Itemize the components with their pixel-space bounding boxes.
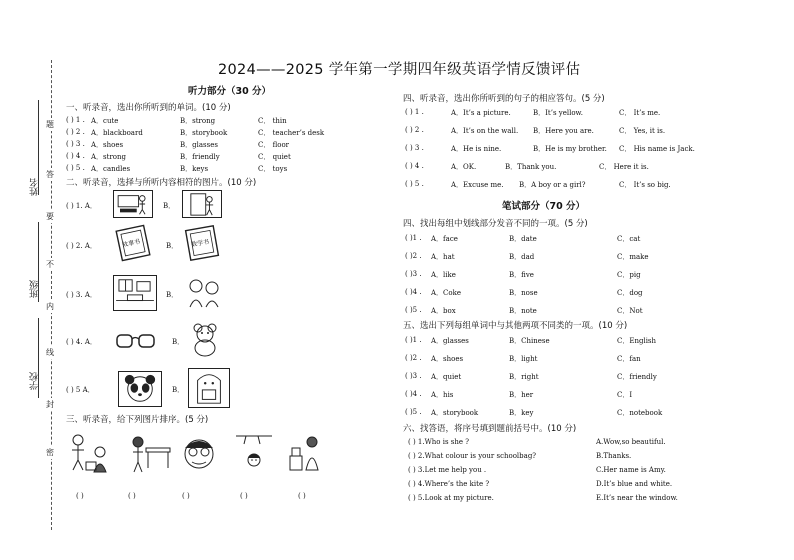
picture-teddy-bear[interactable] (186, 322, 224, 358)
option-a: A．his (431, 391, 454, 399)
answer-blank[interactable]: ( ) 3 . (66, 140, 85, 148)
q2-option-b: B． (163, 202, 176, 210)
option-c: C． thin (258, 117, 287, 125)
option-a: A．Coke (431, 289, 462, 297)
question-4-listening-heading: 四、听录音，选出你所听到的句子的相应答句。(5 分) (403, 94, 605, 104)
option-b: B．friendly (180, 153, 220, 161)
option-b: B．keys (180, 165, 209, 173)
option-a: A．storybook (431, 409, 479, 417)
seal-char: 线 (46, 348, 54, 357)
option-b: B．key (509, 409, 534, 417)
picture-storybook[interactable] (113, 224, 153, 262)
class-field-line[interactable] (38, 222, 39, 302)
option-a: A．like (431, 271, 456, 279)
answer-blank[interactable]: ( )1 . (405, 336, 422, 344)
option-c: C． teacher’s desk (258, 129, 325, 137)
matching-question[interactable]: ( ) 2.What colour is your schoolbag? (408, 452, 537, 460)
question-4-writing-heading: 四、找出每组中划线部分发音不同的一项。(5 分) (403, 219, 588, 229)
seal-char: 要 (46, 212, 54, 221)
page-title: 2024——2025 学年第一学期四年级英语学情反馈评估 (218, 62, 581, 78)
answer-blank[interactable]: ( )2 . (405, 354, 422, 362)
q2-item-3-label[interactable]: ( ) 3. A． (66, 291, 97, 299)
picture-sort-5[interactable] (286, 430, 330, 476)
question-1-heading: 一、听录音，选出你所听到的单词。(10 分) (66, 103, 231, 113)
answer-blank[interactable]: ( ) 2 . (66, 128, 85, 136)
seal-char: 题 (46, 120, 54, 129)
answer-blank[interactable]: ( )5 . (405, 306, 422, 314)
answer-blank[interactable]: ( ) 4 . (405, 162, 424, 170)
answer-blank[interactable]: ( )4 . (405, 288, 422, 296)
option-c: C．make (617, 253, 649, 261)
picture-sort-1[interactable] (64, 430, 120, 476)
option-c: C． Yes, it is. (619, 127, 666, 135)
option-a: A．hat (431, 253, 455, 261)
option-a: A．Excuse me. (451, 181, 504, 189)
option-c: C． floor (258, 141, 290, 149)
picture-glasses[interactable] (113, 326, 159, 356)
math-book-cover-text: 数学书 (190, 238, 210, 249)
option-a: A．shoes (431, 355, 464, 363)
option-c: C． It’s me. (619, 109, 661, 117)
option-c: C．friendly (617, 373, 657, 381)
option-a: A．glasses (431, 337, 469, 345)
option-a: A．quiet (431, 373, 462, 381)
name-field-line[interactable] (38, 100, 39, 195)
option-a: A．cute (91, 117, 119, 125)
answer-blank[interactable]: ( ) 5 . (405, 180, 424, 188)
order-blank-5[interactable]: ( ) (298, 492, 306, 500)
q2-item-1-label[interactable]: ( ) 1. A． (66, 202, 97, 210)
answer-blank[interactable]: ( )5 . (405, 408, 422, 416)
option-b: B．storybook (180, 129, 228, 137)
option-c: C． Here it is. (599, 163, 649, 171)
picture-panda[interactable] (118, 371, 162, 407)
order-blank-1[interactable]: ( ) (76, 492, 84, 500)
answer-blank[interactable]: ( )1 . (405, 234, 422, 242)
q2-option-b: B． (172, 386, 185, 394)
option-b: B．five (509, 271, 534, 279)
picture-sort-2[interactable] (124, 430, 176, 476)
answer-blank[interactable]: ( ) 2 . (405, 126, 424, 134)
school-field-line[interactable] (38, 318, 39, 398)
option-c: C．cat (617, 235, 641, 243)
option-c: C．notebook (617, 409, 663, 417)
option-a: A．box (431, 307, 456, 315)
q2-option-b: B． (166, 291, 179, 299)
matching-answer: E.It’s near the window. (596, 494, 678, 502)
option-c: C． quiet (258, 153, 291, 161)
option-b: B．dad (509, 253, 535, 261)
seal-char: 封 (46, 400, 54, 409)
option-c: C． It’s so big. (619, 181, 671, 189)
option-b: B．Chinese (509, 337, 550, 345)
answer-blank[interactable]: ( ) 1 . (66, 116, 85, 124)
option-b: B．her (509, 391, 534, 399)
option-a: A．shoes (91, 141, 124, 149)
listening-section-title: 听力部分（30 分） (188, 86, 272, 97)
question-6-heading: 六、找答语，将序号填到题前括号中。(10 分) (403, 424, 577, 434)
option-b: B．date (509, 235, 537, 243)
option-b: B．It’s yellow. (533, 109, 583, 117)
option-a: A．It’s a picture. (451, 109, 511, 117)
seal-char: 内 (46, 302, 54, 311)
seal-char: 答 (46, 170, 54, 179)
option-c: C．dog (617, 289, 643, 297)
option-b: B．He is my brother. (533, 145, 607, 153)
answer-blank[interactable]: ( ) 1 . (405, 108, 424, 116)
picture-teacher-desk[interactable] (113, 190, 153, 218)
answer-blank[interactable]: ( )3 . (405, 270, 422, 278)
matching-answer: C.Her name is Amy. (596, 466, 666, 474)
order-blank-3[interactable]: ( ) (182, 492, 190, 500)
option-b: B．Here you are. (533, 127, 594, 135)
picture-schoolbag[interactable] (188, 368, 230, 408)
option-a: A．strong (91, 153, 127, 161)
option-b: B．right (509, 373, 539, 381)
picture-math-book[interactable] (182, 224, 222, 262)
option-c: C．fan (617, 355, 641, 363)
option-a: A．It’s on the wall. (451, 127, 519, 135)
picture-sort-4[interactable] (232, 430, 278, 476)
order-blank-2[interactable]: ( ) (128, 492, 136, 500)
option-b: B．glasses (180, 141, 218, 149)
option-b: B．nose (509, 289, 538, 297)
writing-section-title: 笔试部分（70 分） (502, 201, 586, 212)
q2-item-2-label[interactable]: ( ) 2. A． (66, 242, 97, 250)
option-c: C． His name is Jack. (619, 145, 695, 153)
question-2-heading: 二、听录音，选择与所听内容相符的图片。(10 分) (66, 178, 257, 188)
answer-blank[interactable]: ( ) 5 . (66, 164, 85, 172)
option-b: B．A boy or a girl? (519, 181, 586, 189)
school-label: 学校 (30, 372, 40, 390)
option-b: B．Thank you. (505, 163, 557, 171)
option-a: A．candles (91, 165, 131, 173)
question-5-heading: 五、选出下列每组单词中与其他两项不同类的一项。(10 分) (403, 321, 628, 331)
answer-blank[interactable]: ( ) 4 . (66, 152, 85, 160)
picture-door[interactable] (182, 190, 222, 218)
answer-blank[interactable]: ( )4 . (405, 390, 422, 398)
option-b: B．note (509, 307, 537, 315)
option-c: C．English (617, 337, 657, 345)
picture-sort-3[interactable] (176, 434, 222, 476)
seal-char: 不 (46, 260, 54, 269)
q2-option-b: B． (166, 242, 179, 250)
name-label: 姓名 (30, 178, 40, 196)
option-a: A．face (431, 235, 458, 243)
storybook-cover-text: 故事书 (121, 238, 141, 249)
q2-option-b: B． (172, 338, 185, 346)
matching-question[interactable]: ( ) 5.Look at my picture. (408, 494, 494, 502)
picture-kids[interactable] (182, 275, 226, 311)
matching-answer: A.Wow,so beautiful. (596, 438, 666, 446)
option-b: B．light (509, 355, 538, 363)
q2-item-5-label[interactable]: ( ) 5 A． (66, 386, 95, 394)
answer-blank[interactable]: ( )3 . (405, 372, 422, 380)
matching-question[interactable]: ( ) 3.Let me help you . (408, 466, 487, 474)
option-c: C．Not (617, 307, 643, 315)
option-b: B．strong (180, 117, 216, 125)
question-3-heading: 三、听录音，给下列图片排序。(5 分) (66, 415, 209, 425)
matching-question[interactable]: ( ) 1.Who is she ? (408, 438, 470, 446)
option-c: C．pig (617, 271, 641, 279)
option-c: C．I (617, 391, 633, 399)
picture-room[interactable] (113, 275, 157, 311)
seal-char: 密 (46, 448, 54, 457)
matching-answer: B.Thanks. (596, 452, 632, 460)
q2-item-4-label[interactable]: ( ) 4. A． (66, 338, 97, 346)
answer-blank[interactable]: ( ) 3 . (405, 144, 424, 152)
binding-strip (0, 0, 60, 560)
order-blank-4[interactable]: ( ) (240, 492, 248, 500)
option-a: A．He is nine. (451, 145, 502, 153)
matching-answer: D.It’s blue and white. (596, 480, 673, 488)
option-a: A．blackboard (91, 129, 143, 137)
option-c: C． toys (258, 165, 288, 173)
option-a: A．OK. (451, 163, 477, 171)
answer-blank[interactable]: ( )2 . (405, 252, 422, 260)
class-label: 班级 (30, 280, 40, 298)
matching-question[interactable]: ( ) 4.Where’s the kite ? (408, 480, 490, 488)
